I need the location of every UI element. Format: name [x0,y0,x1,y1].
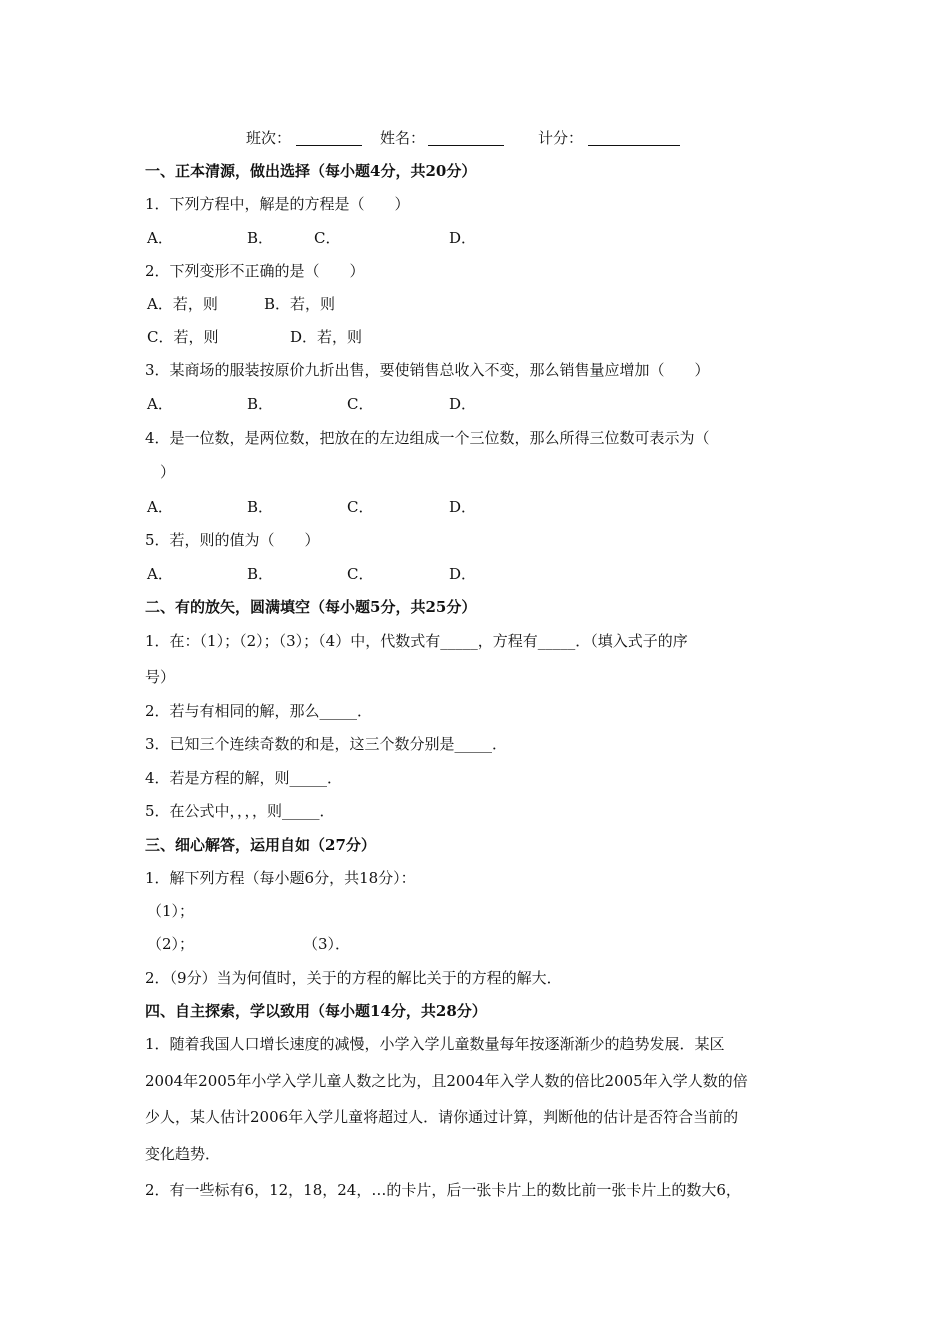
s1-q4-option-c: C． [347,498,374,516]
s4-q2-line-1: 2．有一些标有6，12，18，24，…的卡片，后一张卡片上的数比前一张卡片上的数大6， [145,1181,741,1199]
s1-q3-option-b: B． [247,395,274,413]
s1-q5-option-c: C． [347,565,374,583]
s2-q3: 3．已知三个连续奇数的和是，这三个数分别是_____． [145,735,508,753]
s1-q1-option-d: D． [449,229,477,247]
s1-q5-option-a: A． [147,565,173,583]
class-field[interactable] [296,145,362,146]
name-field[interactable] [428,145,504,146]
s1-q2-option-d: D．若，则 [290,328,363,346]
s3-q2: 2．（9分）当为何值时，关于的方程的解比关于的方程的解大． [145,969,562,987]
s2-q5: 5．在公式中，，，，则_____． [145,802,335,820]
s4-q1-line-4: 变化趋势． [145,1145,221,1163]
s2-q1-cont: 号） [145,668,176,686]
s1-q5-option-b: B． [247,565,274,583]
s4-q1-line-1: 1．随着我国人口增长速度的减慢，小学入学儿童数量每年按逐渐渐少的趋势发展．某区 [145,1035,725,1053]
s4-q1-line-2: 2004年2005年小学入学儿童人数之比为，且2004年入学人数的倍比2005年入学人数的倍 [145,1072,748,1090]
s1-q2-stem: 2．下列变形不正确的是（ ） [145,262,365,280]
s1-q3-option-d: D． [449,395,477,413]
s1-q4-option-d: D． [449,498,477,516]
s2-q4: 4．若是方程的解，则_____． [145,769,343,787]
section-3-title: 三、细心解答，运用自如（27分） [145,836,376,854]
s1-q5-stem: 5．若，则的值为（ ） [145,531,320,549]
name-label: 姓名： [380,129,426,147]
section-2-title: 二、有的放矢，圆满填空（每小题5分，共25分） [145,598,477,616]
s1-q5-option-d: D． [449,565,477,583]
section-4-title: 四、自主探索，学以致用（每小题14分，共28分） [145,1002,487,1020]
s1-q2-option-a: A．若，则 [147,295,218,313]
s1-q2-option-b: B．若，则 [264,295,336,313]
s1-q3-option-c: C． [347,395,374,413]
score-label: 计分： [538,129,584,147]
student-info-header [0,128,950,148]
s1-q3-stem: 3．某商场的服装按原价九折出售，要使销售总收入不变，那么销售量应增加（ ） [145,361,710,379]
section-1-title: 一、正本清源，做出选择（每小题4分，共20分） [145,162,477,180]
s3-q1-part-2: （2）； [147,935,195,953]
s1-q3-option-a: A． [147,395,173,413]
s1-q4-stem: 4．是一位数，是两位数，把放在的左边组成一个三位数，那么所得三位数可表示为（ [145,429,710,447]
score-field[interactable] [588,145,680,146]
s4-q1-line-3: 少人，某人估计2006年入学儿童将超过人．请你通过计算，判断他的估计是否符合当前的 [145,1108,739,1126]
s3-q1-part-3: （3）． [303,935,351,953]
s1-q4-stem-cont: ） [160,463,176,481]
s1-q4-option-b: B． [247,498,274,516]
class-label: 班次： [246,129,292,147]
s3-q1-part-1: （1）； [147,902,195,920]
s1-q1-option-a: A． [147,229,173,247]
s2-q1: 1．在：（1）；（2）；（3）；（4）中，代数式有_____，方程有_____．（填入式子的序 [145,632,688,650]
s1-q2-option-c: C．若，则 [147,328,219,346]
s1-q1-option-b: B． [247,229,274,247]
s2-q2: 2．若与有相同的解，那么_____． [145,702,373,720]
s1-q1-stem: 1．下列方程中，解是的方程是（ ） [145,195,410,213]
s1-q1-option-c: C． [314,229,341,247]
s1-q4-option-a: A． [147,498,173,516]
s3-q1: 1．解下列方程（每小题6分，共18分）： [145,869,416,887]
